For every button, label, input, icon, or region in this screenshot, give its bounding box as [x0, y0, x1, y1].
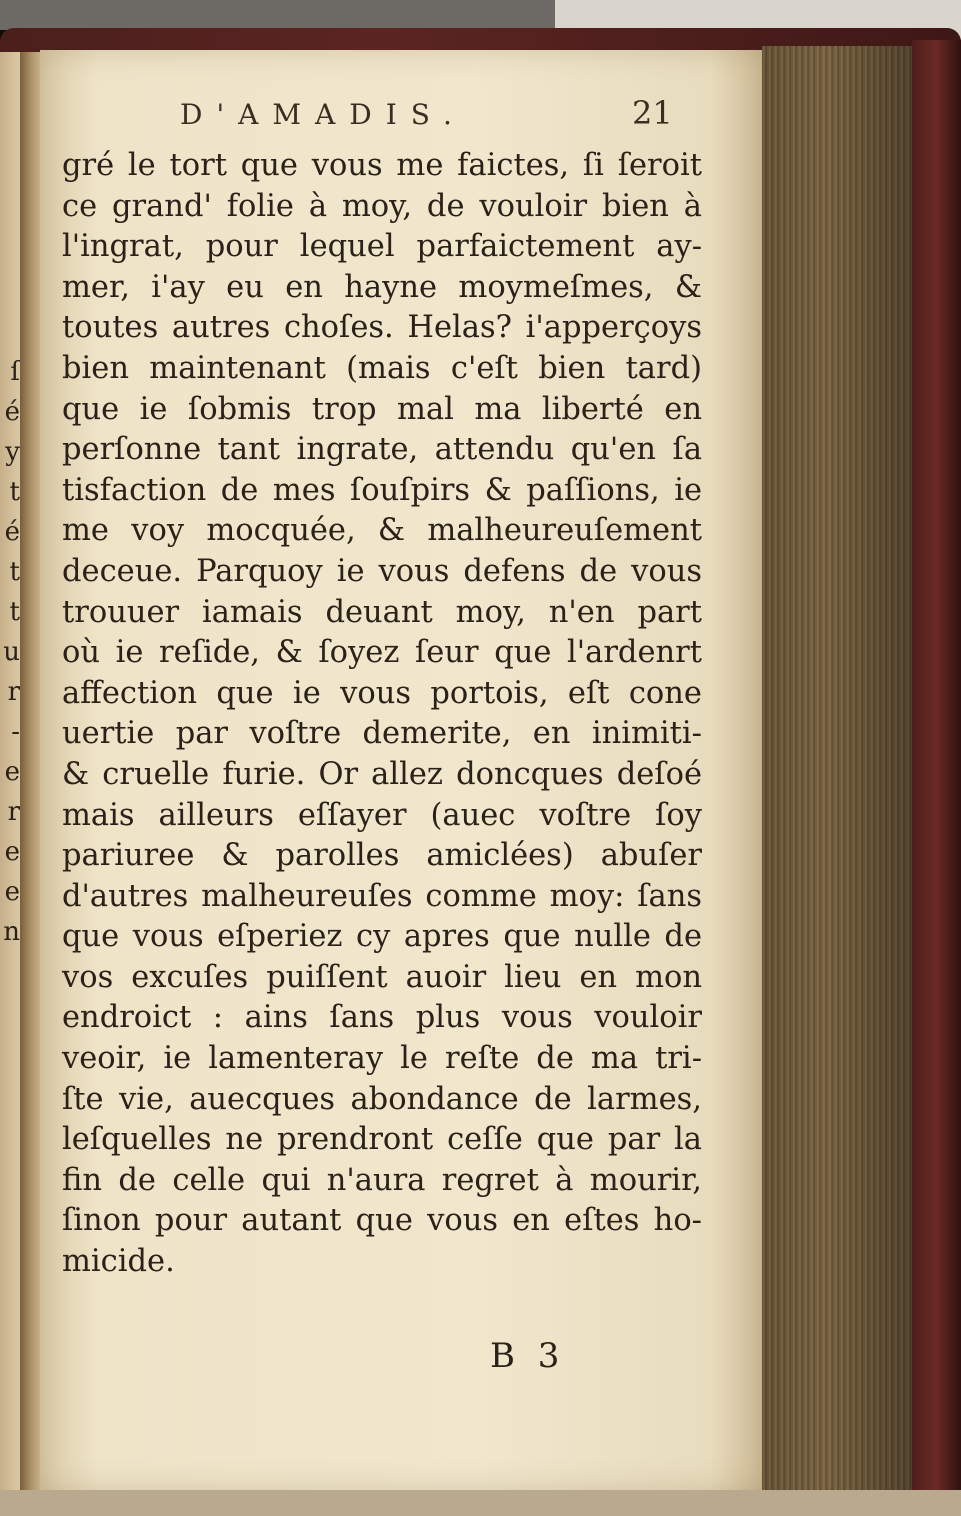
facing-page-letters: [0, 352, 20, 952]
margin-letter: t: [9, 557, 20, 587]
text-line: ce grand' folie à moy, de vouloir bien à: [62, 188, 702, 224]
text-line: affection que ie vous portois, eſt cone: [62, 675, 702, 711]
text-line: mais ailleurs eſſayer (auec voſtre ſoy: [62, 797, 702, 833]
margin-letter: n: [3, 917, 20, 947]
text-line: ſte vie, auecques abondance de larmes,: [62, 1081, 702, 1117]
signature-mark: B 3: [490, 1336, 566, 1376]
text-line: ſinon pour autant que vous en eſtes ho-: [62, 1203, 702, 1239]
text-line: que vous eſperiez cy apres que nulle de: [62, 919, 702, 955]
text-line: gré le tort que vous me faictes, ſi ſeroit: [62, 148, 702, 183]
text-line: micide.: [62, 1244, 175, 1280]
margin-letter: r: [7, 677, 20, 707]
background-bottom: [0, 1490, 961, 1516]
text-line: où ie reſide, & ſoyez ſeur que l'ardenrt: [62, 635, 702, 671]
margin-letter: t: [9, 477, 20, 507]
text-line: pariuree & parolles amiclées) abuſer: [62, 838, 702, 874]
text-line: veoir, ie lamenteray le reſte de ma tri-: [62, 1041, 702, 1077]
margin-letter: -: [11, 717, 20, 747]
margin-letter: e: [4, 877, 20, 907]
running-title: D'AMADIS.: [180, 98, 466, 131]
margin-letter: é: [4, 397, 20, 427]
margin-letter: ſ: [10, 357, 20, 387]
margin-letter: r: [7, 797, 20, 827]
margin-letter: u: [3, 637, 20, 667]
text-line: deceue. Parquoy ie vous defens de vous: [62, 553, 702, 589]
text-line: l'ingrat, pour lequel parfaictement ay-: [62, 229, 702, 265]
text-line: que ie ſobmis trop mal ma liberté en: [62, 391, 702, 427]
text-line: toutes autres choſes. Helas? i'apperçoys: [62, 310, 702, 346]
background-top-left: [0, 0, 555, 30]
text-line: uertie par voſtre demerite, en inimiti-: [62, 716, 702, 752]
text-line: tisfaction de mes ſouſpirs & paſſions, ie: [62, 472, 702, 508]
text-line: bien maintenant (mais c'eſt bien tard): [62, 350, 702, 386]
margin-letter: t: [9, 597, 20, 627]
text-line: endroict : ains ſans plus vous vouloir: [62, 1000, 702, 1036]
text-line: & cruelle furie. Or allez doncques deſoé: [62, 756, 702, 792]
text-line: vos excuſes puiſſent auoir lieu en mon: [62, 959, 702, 995]
margin-letter: y: [5, 437, 20, 467]
page-edges-shade: [762, 46, 920, 1494]
margin-letter: e: [4, 837, 20, 867]
text-line: d'autres malheureuſes comme moy: ſans: [62, 878, 702, 914]
cover-edge: [912, 40, 961, 1516]
text-line: perſonne tant ingrate, attendu qu'en ſa: [62, 432, 702, 468]
body-text: [62, 146, 702, 1283]
text-line: trouuer iamais deuant moy, n'en part: [62, 594, 702, 630]
text-line: me voy mocquée, & malheureuſement: [62, 513, 702, 549]
text-line: leſquelles ne prendront ceſſe que par la: [62, 1122, 702, 1158]
margin-letter: e: [4, 757, 20, 787]
margin-letter: é: [4, 517, 20, 547]
text-line: mer, i'ay eu en hayne moymeſmes, &: [62, 269, 702, 305]
page-number: 21: [632, 94, 673, 132]
text-line: fin de celle qui n'aura regret à mourir,: [62, 1162, 702, 1198]
